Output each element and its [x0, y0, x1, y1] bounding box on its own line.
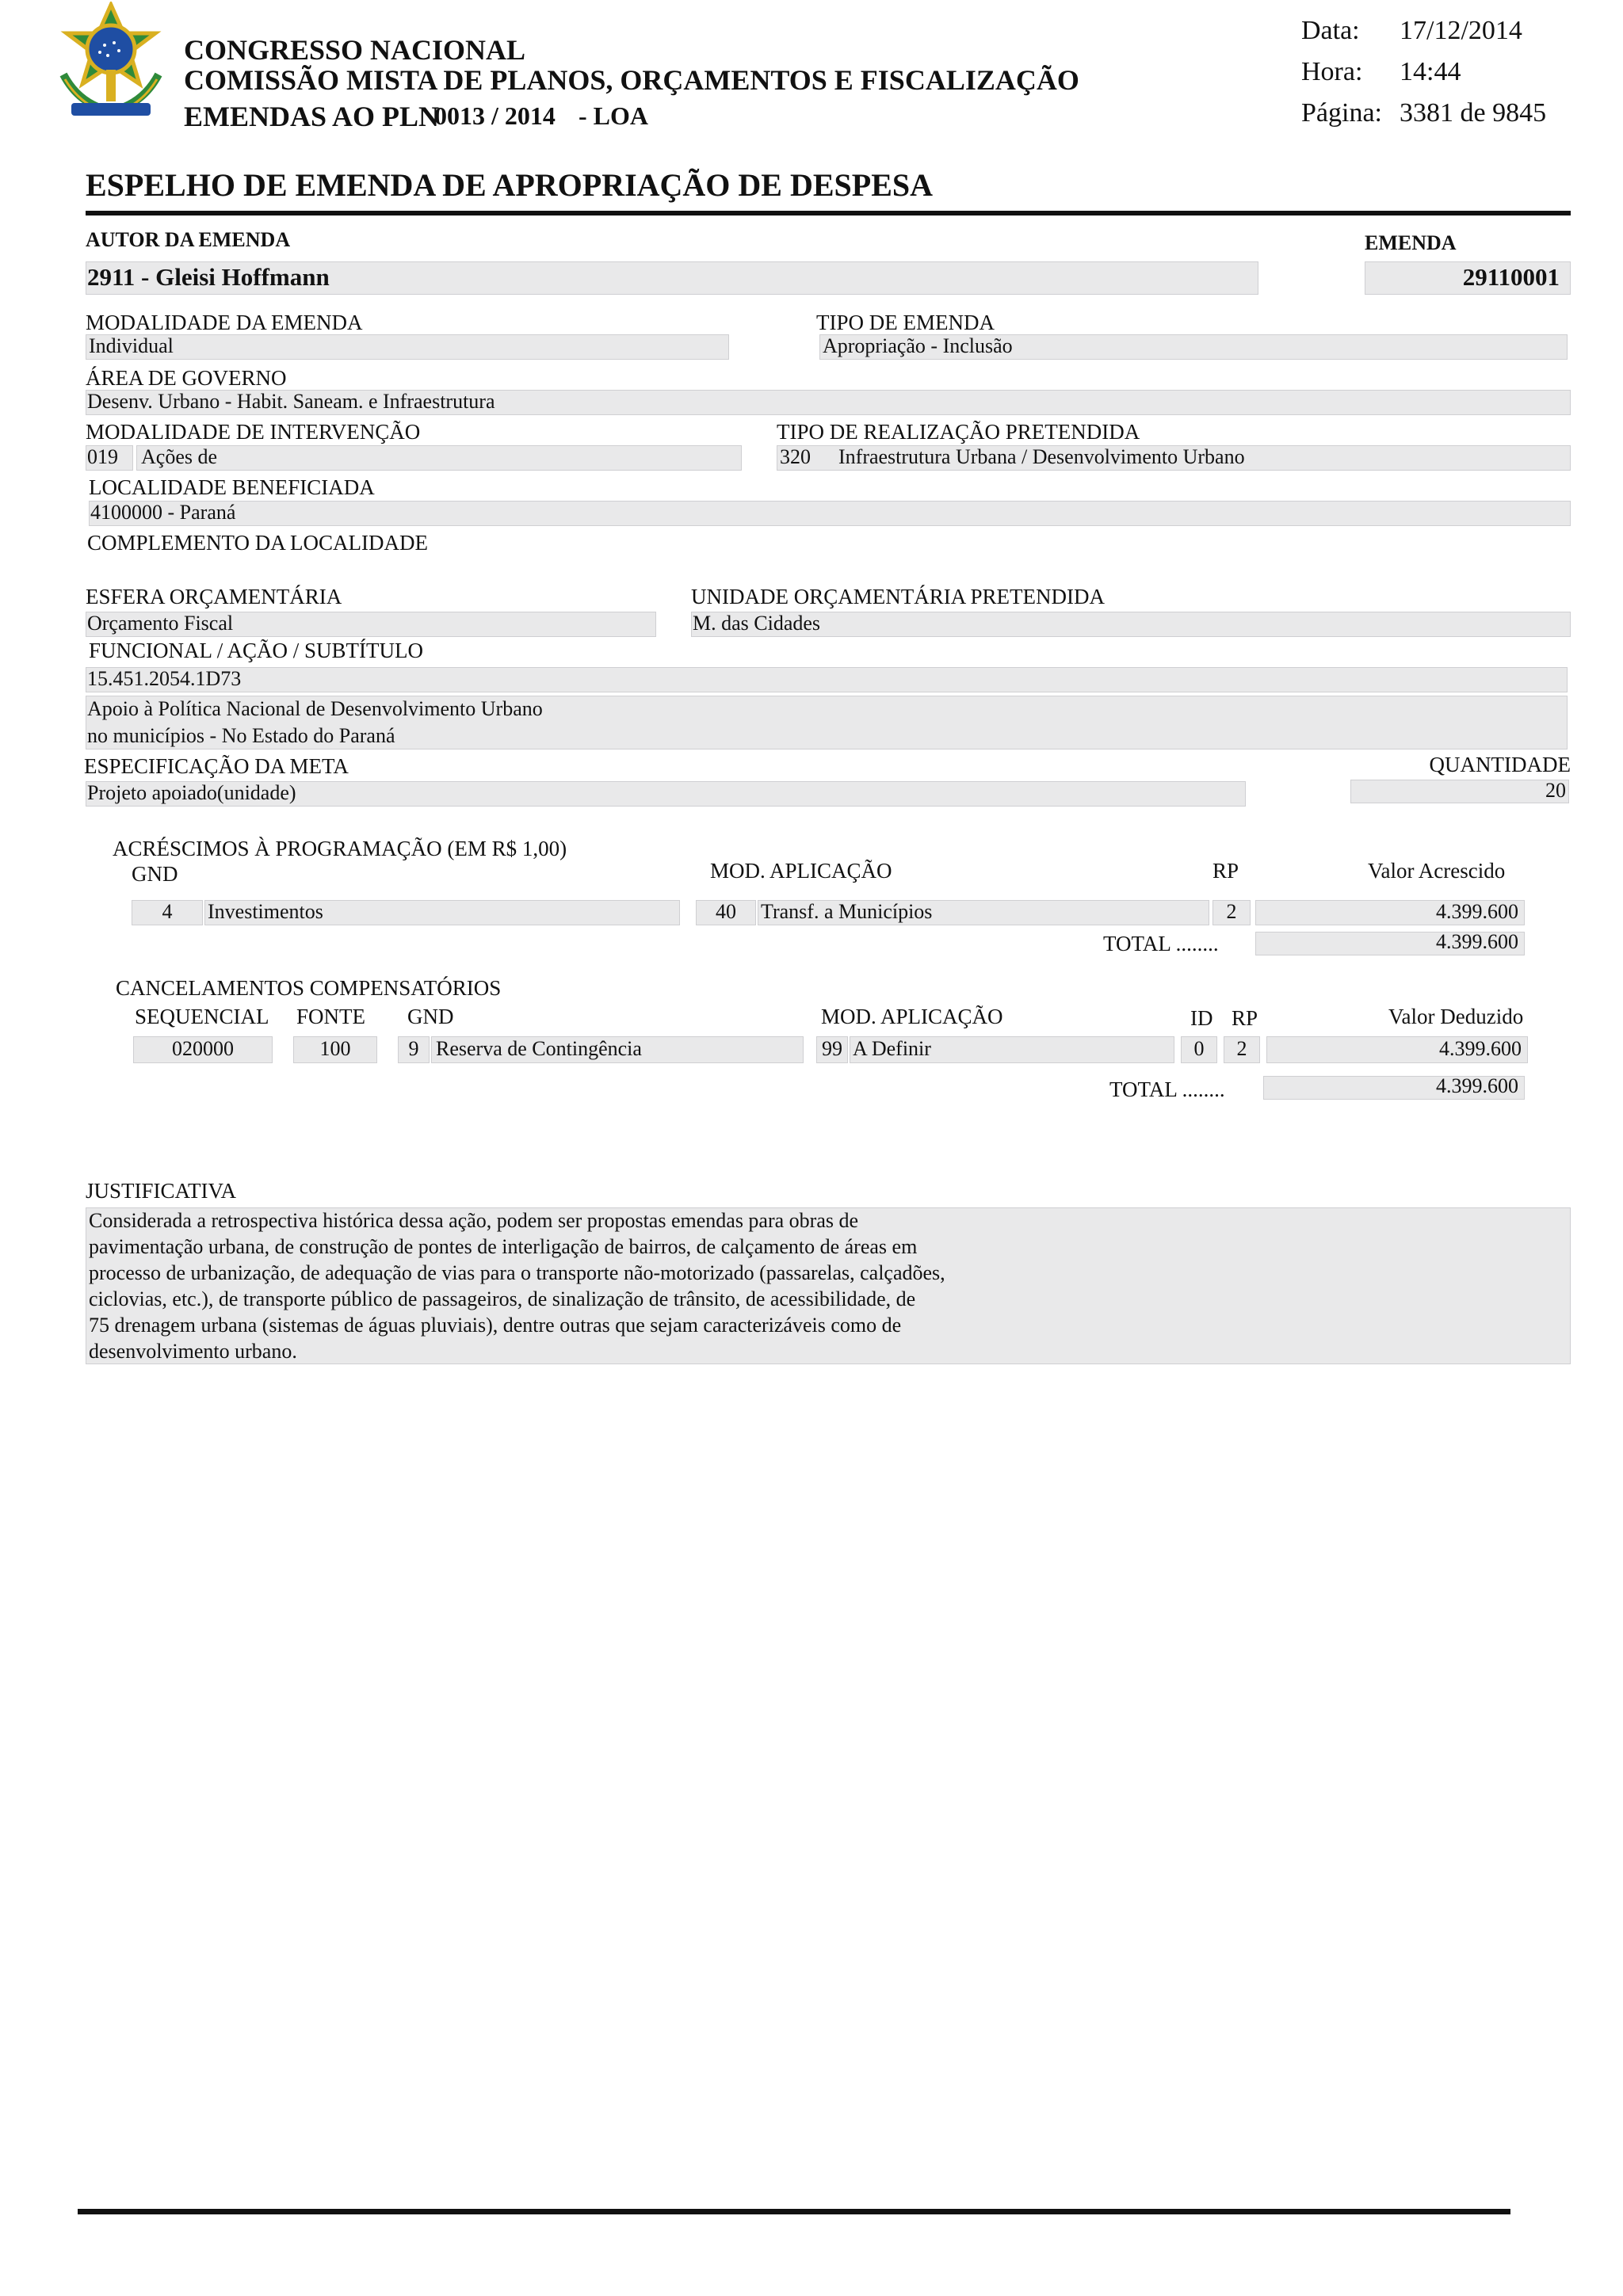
acrescimos-mod-desc: Transf. a Municípios [761, 900, 933, 923]
date-label: Data: [1301, 16, 1360, 45]
justificativa-line: ciclovias, etc.), de transporte público de passageiros, de sinalização de trânsito, de acessibilidade, de [89, 1287, 916, 1310]
date-value: 17/12/2014 [1400, 16, 1522, 45]
realizacao-label: TIPO DE REALIZAÇÃO PRETENDIDA [777, 420, 1140, 444]
acrescimos-label: ACRÉSCIMOS À PROGRAMAÇÃO (EM R$ 1,00) [113, 837, 567, 860]
esfera-value: Orçamento Fiscal [87, 612, 234, 635]
intervencao-code: 019 [87, 445, 118, 468]
acrescimos-valor: 4.399.600 [1436, 900, 1518, 923]
cancelamentos-seq: 020000 [172, 1037, 234, 1060]
coat-of-arms-seal [48, 2, 174, 128]
quantidade-value: 20 [1545, 779, 1566, 802]
complemento-label: COMPLEMENTO DA LOCALIDADE [87, 531, 428, 555]
cancelamentos-col-rp: RP [1232, 1006, 1258, 1030]
acrescimos-mod: 40 [716, 900, 736, 923]
meta-value: Projeto apoiado(unidade) [87, 781, 296, 804]
cancelamentos-mod-desc: A Definir [853, 1037, 931, 1060]
modalidade-value: Individual [89, 334, 174, 357]
justificativa-line: desenvolvimento urbano. [89, 1340, 297, 1363]
acrescimos-col-mod: MOD. APLICAÇÃO [710, 859, 892, 883]
cancelamentos-col-fonte: FONTE [296, 1005, 365, 1028]
cancelamentos-col-valor: Valor Deduzido [1388, 1005, 1524, 1028]
justificativa-text [89, 1207, 945, 1364]
acrescimos-gnd-desc: Investimentos [208, 900, 323, 923]
acrescimos-total: 4.399.600 [1436, 930, 1518, 953]
intervencao-value: Ações de [141, 445, 218, 468]
commission-name: COMISSÃO MISTA DE PLANOS, ORÇAMENTOS E FISCALIZAÇÃO [184, 64, 1079, 96]
justificativa-line: Considerada a retrospectiva histórica dessa ação, podem ser propostas emendas para obras de [89, 1209, 859, 1232]
tipo-value: Apropriação - Inclusão [823, 334, 1013, 357]
acrescimos-gnd: 4 [162, 900, 173, 923]
acrescimos-col-rp: RP [1212, 859, 1239, 883]
page-label: Página: [1301, 98, 1382, 128]
realizacao-value: Infraestrutura Urbana / Desenvolvimento Urbano [838, 445, 1245, 468]
unidade-label: UNIDADE ORÇAMENTÁRIA PRETENDIDA [691, 585, 1105, 608]
area-value: Desenv. Urbano - Habit. Saneam. e Infraestrutura [87, 390, 495, 413]
time-label: Hora: [1301, 57, 1363, 86]
title-rule [86, 211, 1571, 215]
cancelamentos-total: 4.399.600 [1436, 1074, 1518, 1097]
acrescimos-rp: 2 [1226, 900, 1237, 923]
org-name: CONGRESSO NACIONAL [184, 34, 526, 66]
acrescimos-total-label: TOTAL ........ [1103, 932, 1219, 955]
tipo-label: TIPO DE EMENDA [816, 311, 995, 334]
modalidade-label: MODALIDADE DA EMENDA [86, 311, 363, 334]
funcional-line-1: Apoio à Política Nacional de Desenvolvimento Urbano [87, 697, 543, 720]
pln-suffix: - LOA [579, 101, 648, 130]
justificativa-label: JUSTIFICATIVA [86, 1179, 237, 1203]
author-value: 2911 - Gleisi Hoffmann [87, 263, 330, 291]
unidade-value: M. das Cidades [693, 612, 821, 635]
esfera-label: ESFERA ORÇAMENTÁRIA [86, 585, 342, 608]
cancelamentos-mod: 99 [822, 1037, 842, 1060]
funcional-line-2: no municípios - No Estado do Paraná [87, 724, 395, 747]
emenda-value: 29110001 [1462, 263, 1560, 291]
page-value: 3381 de 9845 [1400, 98, 1547, 128]
modalidade-field [86, 334, 729, 360]
area-label: ÁREA DE GOVERNO [86, 366, 287, 390]
cancelamentos-valor: 4.399.600 [1439, 1037, 1522, 1060]
time-value: 14:44 [1400, 57, 1461, 86]
funcional-code-field [86, 667, 1568, 692]
cancelamentos-col-seq: SEQUENCIAL [135, 1005, 269, 1028]
meta-label: ESPECIFICAÇÃO DA META [84, 754, 349, 778]
cancelamentos-gnd: 9 [408, 1037, 419, 1060]
cancelamentos-fonte: 100 [319, 1037, 351, 1060]
justificativa-line: pavimentação urbana, de construção de pontes de interligação de bairros, de calçamento de áreas em [89, 1235, 918, 1258]
cancelamentos-label: CANCELAMENTOS COMPENSATÓRIOS [116, 976, 502, 1000]
cancelamentos-id: 0 [1193, 1037, 1205, 1060]
emendas-prefix: EMENDAS AO PLN [184, 101, 440, 132]
funcional-label: FUNCIONAL / AÇÃO / SUBTÍTULO [89, 639, 424, 662]
localidade-label: LOCALIDADE BENEFICIADA [89, 475, 375, 499]
localidade-field [89, 501, 1571, 526]
justificativa-line: 75 drenagem urbana (sistemas de águas pluviais), dentre outras que sejam caracterizáveis como de [89, 1314, 902, 1337]
acrescimos-col-gnd: GND [132, 862, 178, 886]
cancelamentos-rp: 2 [1236, 1037, 1247, 1060]
author-label: AUTOR DA EMENDA [86, 228, 291, 251]
cancelamentos-col-mod: MOD. APLICAÇÃO [821, 1005, 1003, 1028]
justificativa-line: processo de urbanização, de adequação de vias para o transporte não-motorizado (passarelas, calçadões, [89, 1261, 945, 1284]
localidade-value: 4100000 - Paraná [90, 501, 236, 524]
cancelamentos-col-gnd: GND [407, 1005, 454, 1028]
quantidade-label: QUANTIDADE [1429, 753, 1571, 776]
cancelamentos-col-id: ID [1190, 1006, 1213, 1030]
cancelamentos-gnd-desc: Reserva de Contingência [436, 1037, 642, 1060]
page-title: ESPELHO DE EMENDA DE APROPRIAÇÃO DE DESPESA [86, 167, 934, 203]
pln-number: 0013 / 2014 [434, 101, 556, 130]
emenda-label: EMENDA [1365, 231, 1457, 254]
funcional-code: 15.451.2054.1D73 [87, 667, 242, 690]
cancelamentos-total-label: TOTAL ........ [1109, 1077, 1225, 1101]
intervencao-field [136, 445, 742, 471]
intervencao-label: MODALIDADE DE INTERVENÇÃO [86, 420, 421, 444]
realizacao-code: 320 [780, 445, 811, 468]
footer-rule [78, 2209, 1510, 2214]
acrescimos-col-valor: Valor Acrescido [1368, 859, 1506, 883]
unidade-field [691, 612, 1571, 637]
